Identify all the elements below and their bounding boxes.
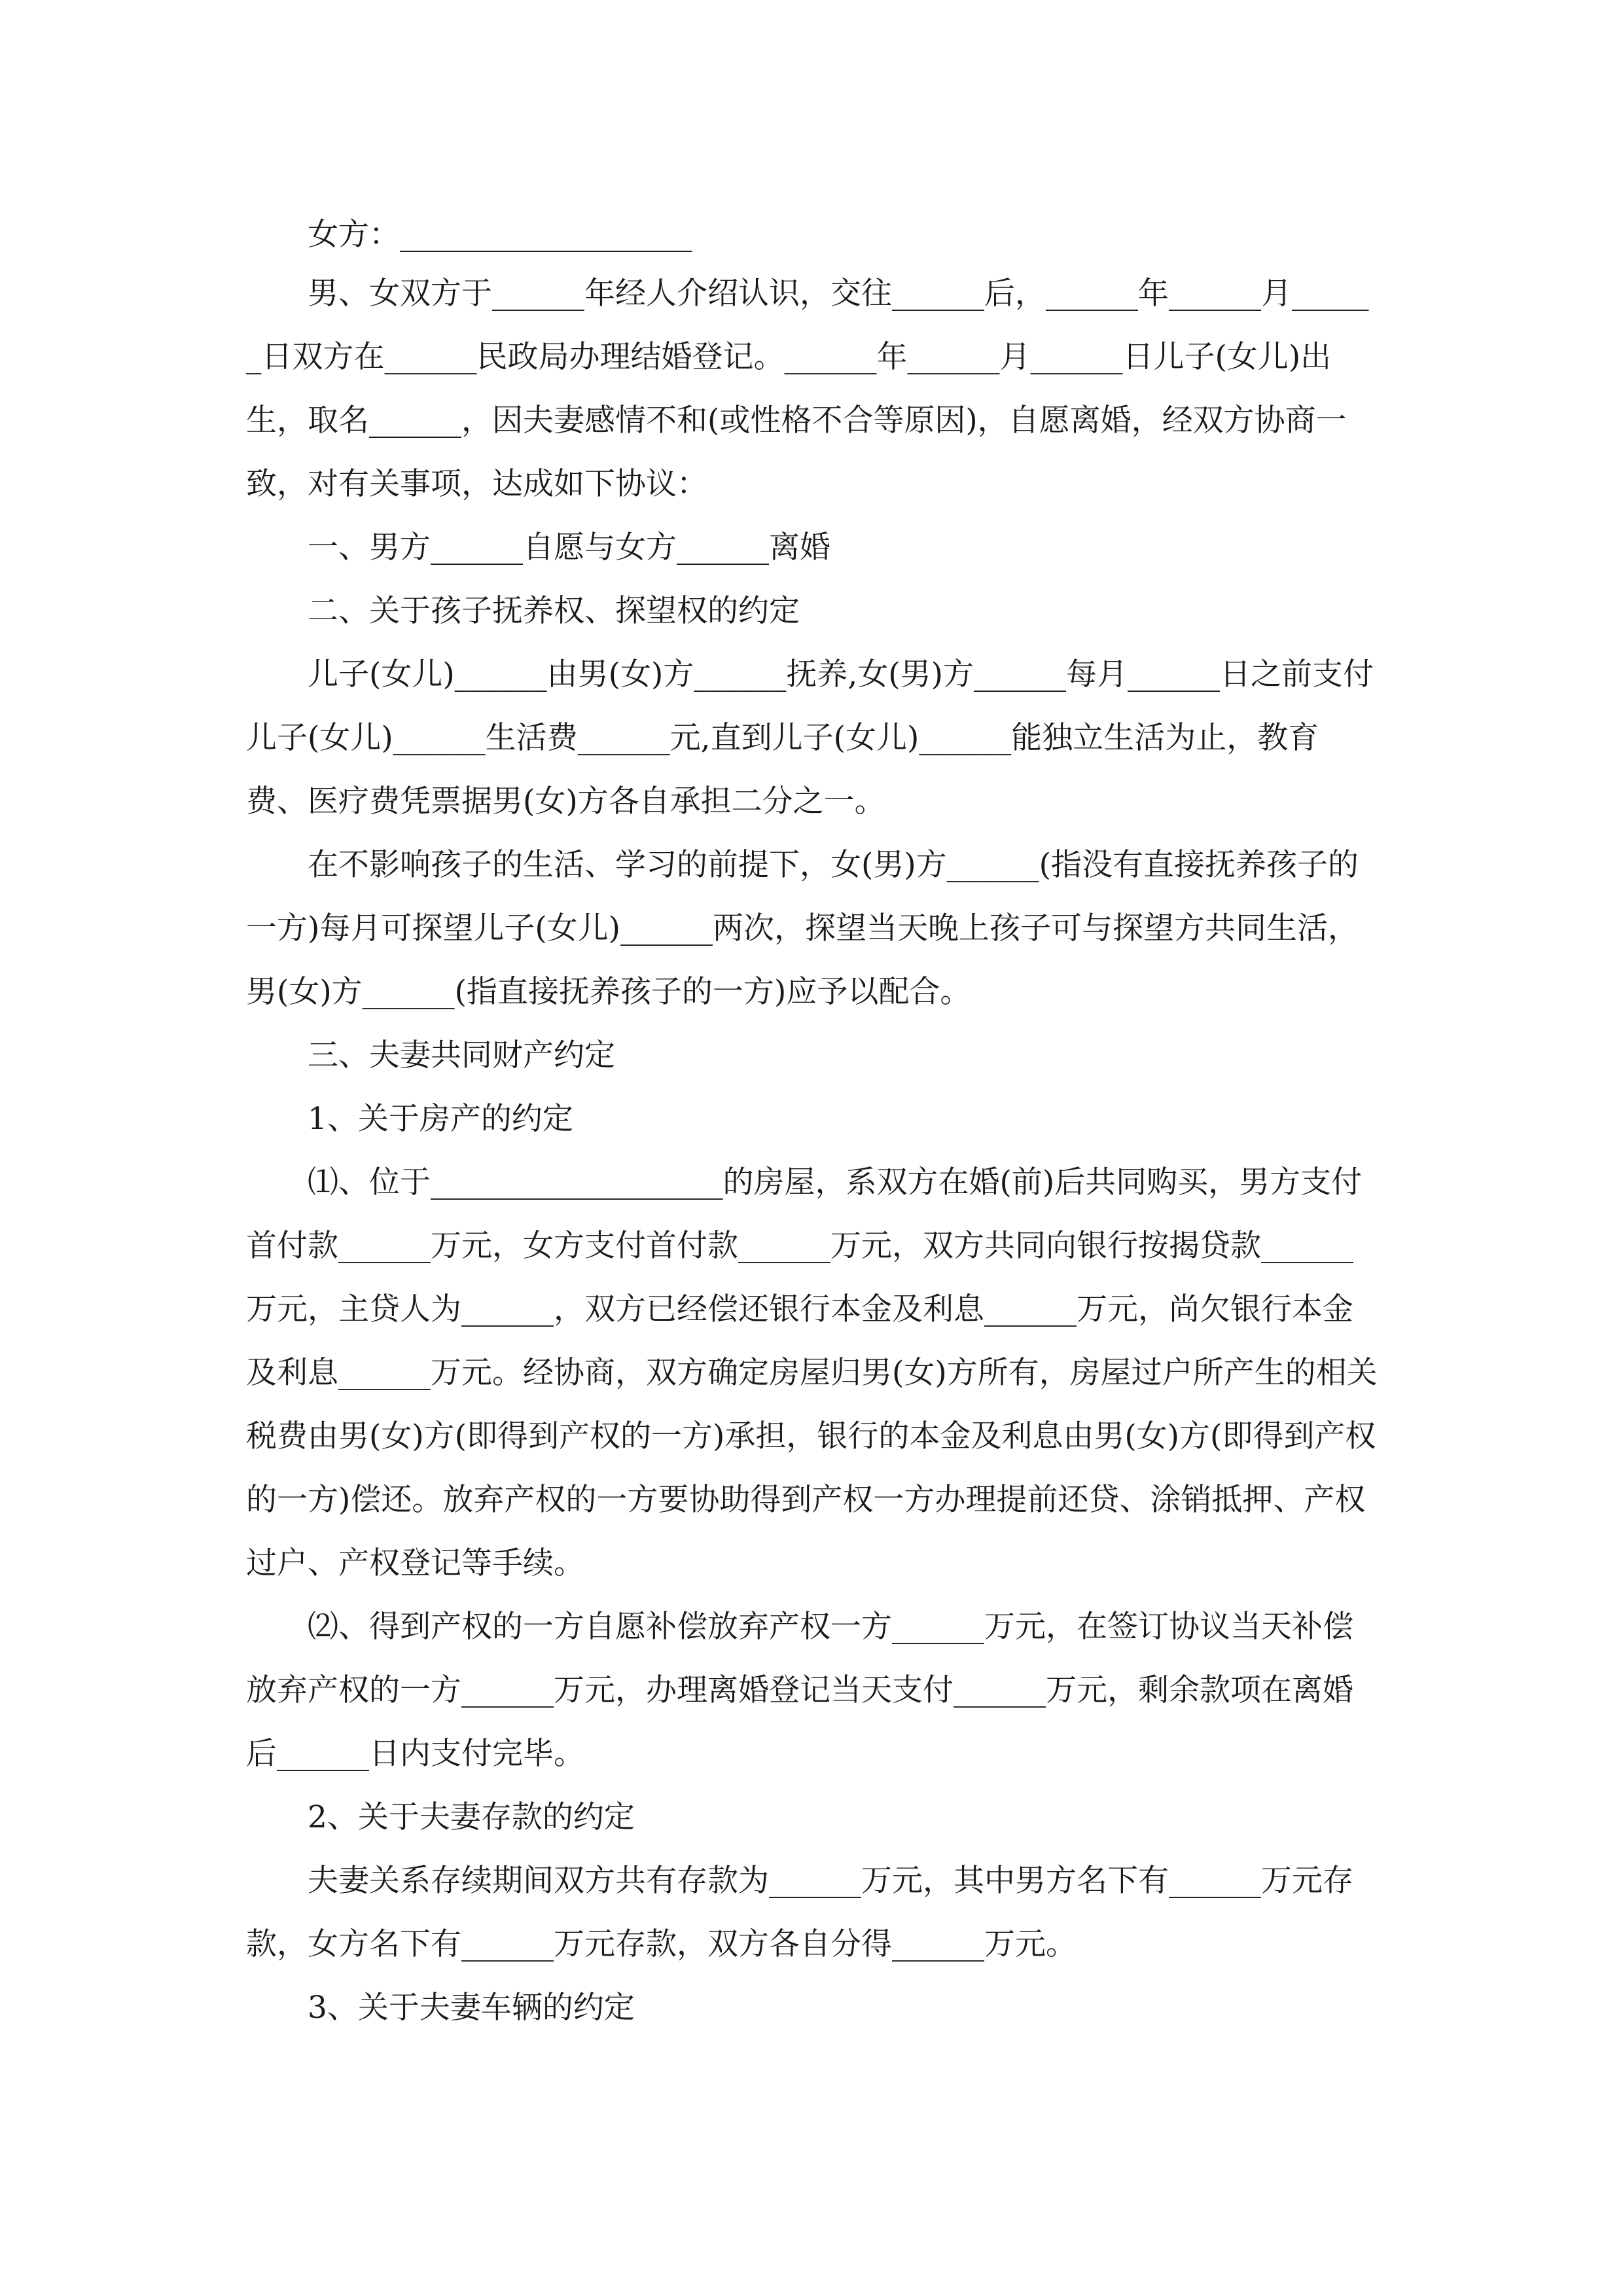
property-paragraph: ⑴、位于___________________的房屋，系双方在婚(前)后共同购买，男方支付首付款______万元，女方支付首付款______万元，双方共同向银行按揭贷款______万元，主贷人为______，双方已经偿还银行本金及利息______万元，尚欠银行本金及利息______万元。经协商，双方确定房屋归男(女)方所有，房屋过户所产生的相关税费由男(女)方(即得到产权的一方)承担，银行的本金及利息由男(女)方(即得到产权的一方)偿还。放弃产权的一方要协助得到产权一方办理提前还贷、涂销抵押、产权过户、产权登记等手续。 — [246, 1164, 1378, 1581]
section-3-heading: 三、夫妻共同财产约定 — [308, 1037, 615, 1073]
subsection-3-heading: 3、关于夫妻车辆的约定 — [308, 1990, 635, 2026]
section-2-heading: 二、关于孩子抚养权、探望权的约定 — [308, 593, 800, 629]
background-paragraph: 男、女双方于______年经人介绍认识，交往______后，______年______月______日双方在______民政局办理结婚登记。______年______月______日儿子(女儿)出生，取名______，因夫妻感情不和(或性格不合等原因)，自愿离婚，经双方协商一致，对有关事项，达成如下协议： — [246, 276, 1369, 502]
deposits-paragraph: 夫妻关系存续期间双方共有存款为______万元，其中男方名下有______万元存款，女方名下有______万元存款，双方各自分得______万元。 — [246, 1863, 1353, 1962]
visitation-paragraph: 在不影响孩子的生活、学习的前提下，女(男)方______(指没有直接抚养孩子的一方)每月可探望儿子(女儿)______两次，探望当天晚上孩子可与探望方共同生活，男(女)方______(指直接抚养孩子的一方)应予以配合。 — [246, 847, 1359, 1010]
custody-paragraph: 儿子(女儿)______由男(女)方______抚养,女(男)方______每月______日之前支付儿子(女儿)______生活费______元,直到儿子(女儿)______能独立生活为止，教育费、医疗费凭票据男(女)方各自承担二分之一。 — [246, 656, 1374, 819]
compensation-paragraph: ⑵、得到产权的一方自愿补偿放弃产权一方______万元，在签订协议当天补偿放弃产权的一方______万元，办理离婚登记当天支付______万元，剩余款项在离婚后______日内支付完毕。 — [246, 1609, 1353, 1772]
subsection-2-heading: 2、关于夫妻存款的约定 — [308, 1799, 635, 1835]
subsection-1-heading: 1、关于房产的约定 — [308, 1101, 573, 1137]
female-party-line: 女方：___________________ — [308, 217, 692, 253]
section-1-heading: 一、男方______自愿与女方______离婚 — [308, 529, 830, 565]
